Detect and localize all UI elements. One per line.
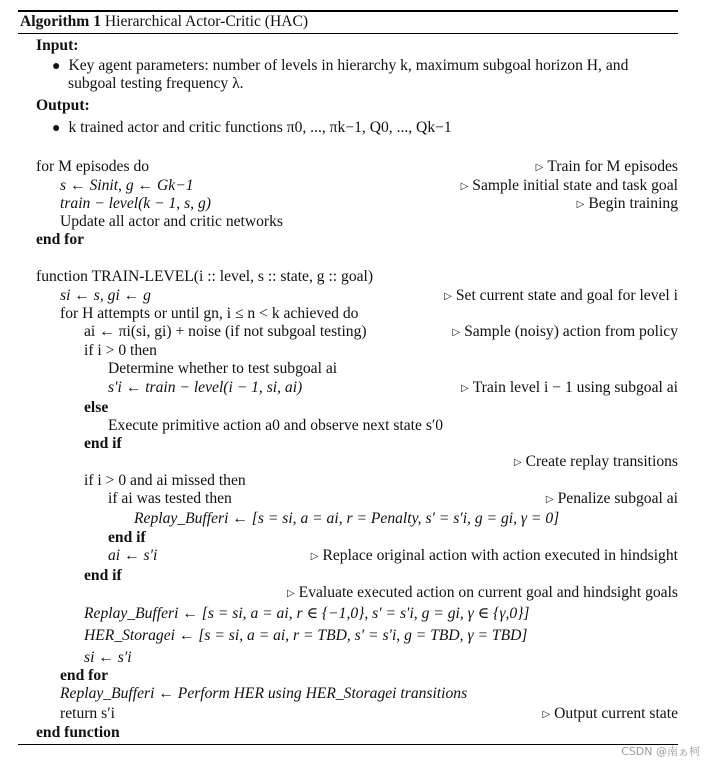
pseudocode-line: si ← s, gi ← g bbox=[60, 287, 151, 304]
algorithm-name: Hierarchical Actor-Critic (HAC) bbox=[104, 13, 309, 30]
comment: ▷ Output current state bbox=[542, 705, 678, 722]
pseudocode-line: train − level(k − 1, s, g) bbox=[60, 195, 211, 212]
pseudocode-line: for M episodes do bbox=[36, 158, 150, 175]
pseudocode-line: Replay_Bufferi ← [s = si, a = ai, r ∈ {−1,0}, s′ = s′i, g = gi, γ ∈ {γ,0}] bbox=[84, 605, 530, 622]
pseudocode-line: for H attempts or until gn, i ≤ n < k achieved do bbox=[60, 305, 359, 322]
pseudocode-line: function TRAIN-LEVEL(i :: level, s :: state, g :: goal) bbox=[36, 268, 374, 285]
triangle-icon: ▷ bbox=[286, 588, 295, 599]
pseudocode-line: end for bbox=[60, 667, 109, 684]
triangle-icon: ▷ bbox=[535, 162, 544, 173]
comment: ▷ Train for M episodes bbox=[535, 158, 678, 175]
bullet-icon: ● bbox=[52, 121, 61, 136]
input-item bbox=[52, 56, 628, 76]
pseudocode-line: return s′i bbox=[60, 705, 115, 722]
input-header: Input: bbox=[36, 37, 79, 54]
triangle-icon: ▷ bbox=[310, 551, 319, 562]
comment: ▷ Penalize subgoal ai bbox=[545, 490, 678, 507]
pseudocode-line: ai ← πi(si, gi) + noise (if not subgoal testing) bbox=[84, 323, 367, 340]
pseudocode-line: if ai was tested then bbox=[108, 490, 232, 507]
watermark: CSDN @南ぁ柯 bbox=[621, 745, 700, 758]
output-header: Output: bbox=[36, 97, 90, 114]
pseudocode-line: Update all actor and critic networks bbox=[60, 213, 283, 230]
pseudocode-line: end if bbox=[84, 567, 122, 584]
comment: ▷ Begin training bbox=[576, 195, 678, 212]
algorithm-title bbox=[20, 12, 308, 31]
pseudocode-line: Execute primitive action a0 and observe next state s′0 bbox=[108, 417, 444, 434]
comment: ▷ Train level i − 1 using subgoal ai bbox=[461, 379, 678, 396]
comment: ▷ Sample initial state and task goal bbox=[460, 177, 678, 194]
triangle-icon: ▷ bbox=[576, 199, 585, 210]
comment: ▷ Evaluate executed action on current goal and hindsight goals bbox=[286, 584, 678, 601]
pseudocode-line: else bbox=[84, 399, 109, 416]
pseudocode-line: si ← s′i bbox=[84, 649, 132, 666]
algorithm-label: Algorithm 1 bbox=[20, 13, 101, 30]
pseudocode-line: end for bbox=[36, 231, 85, 248]
pseudocode-line: HER_Storagei ← [s = si, a = ai, r = TBD, s′ = s′i, g = TBD, γ = TBD] bbox=[84, 627, 528, 644]
comment: ▷ Sample (noisy) action from policy bbox=[452, 323, 678, 340]
pseudocode-line: s ← Sinit, g ← Gk−1 bbox=[60, 177, 194, 194]
comment: ▷ Replace original action with action executed in hindsight bbox=[310, 547, 678, 564]
pseudocode-line: end if bbox=[108, 529, 146, 546]
triangle-icon: ▷ bbox=[444, 291, 452, 302]
output-item bbox=[52, 118, 452, 138]
bottom-rule bbox=[18, 744, 678, 745]
comment: ▷ Create replay transitions bbox=[513, 453, 678, 470]
input-text-1: Key agent parameters: number of levels in hierarchy k, maximum subgoal horizon H, and bbox=[68, 57, 629, 74]
pseudocode-line: s′i ← train − level(i − 1, si, ai) bbox=[108, 379, 303, 396]
triangle-icon: ▷ bbox=[461, 383, 469, 394]
output-text: k trained actor and critic functions π0, ..., πk−1, Q0, ..., Qk−1 bbox=[68, 119, 452, 136]
triangle-icon: ▷ bbox=[542, 709, 551, 720]
triangle-icon: ▷ bbox=[460, 181, 469, 192]
bullet-icon: ● bbox=[52, 59, 61, 74]
pseudocode-line: if i > 0 and ai missed then bbox=[84, 472, 246, 489]
pseudocode-line: end if bbox=[84, 435, 122, 452]
comment: ▷ Set current state and goal for level i bbox=[444, 287, 678, 304]
triangle-icon: ▷ bbox=[452, 327, 461, 338]
pseudocode-line: Replay_Bufferi ← [s = si, a = ai, r = Penalty, s′ = s′i, g = gi, γ = 0] bbox=[134, 510, 560, 527]
pseudocode-line: ai ← s′i bbox=[108, 547, 158, 564]
pseudocode-line: Replay_Bufferi ← Perform HER using HER_Storagei transitions bbox=[60, 685, 468, 702]
pseudocode-line: if i > 0 then bbox=[84, 342, 157, 359]
triangle-icon: ▷ bbox=[545, 494, 554, 505]
pseudocode-line: Determine whether to test subgoal ai bbox=[108, 360, 338, 377]
title-rule bbox=[18, 33, 678, 34]
input-text-2: subgoal testing frequency λ. bbox=[68, 75, 244, 92]
triangle-icon: ▷ bbox=[513, 457, 522, 468]
pseudocode-line: end function bbox=[36, 724, 120, 741]
